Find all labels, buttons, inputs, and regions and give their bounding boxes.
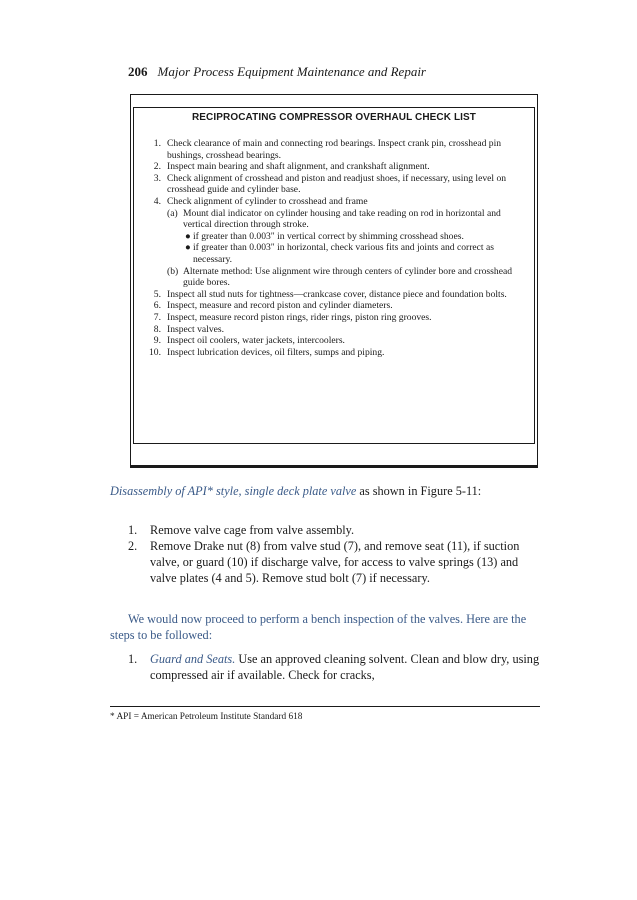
checklist-bullet: ● if greater than 0.003" in horizontal, check various fits and joints and correct as necessary. [185,242,494,265]
checklist-item: 8. Inspect valves. [153,323,225,335]
checklist-item: 7. Inspect, measure record piston rings, rider rings, piston ring grooves. [153,311,432,323]
checklist-subitem: (a) Mount dial indicator on cylinder housing and take reading on rod in horizontal and vertical direction through stroke. [167,207,501,231]
disassembly-steps [128,522,542,586]
checklist-item: 5. Inspect all stud nuts for tightness—crankcase cover, distance piece and foundation bolts. [153,288,507,300]
running-header [128,64,426,80]
checklist-subitem: (b) Alternate method: Use alignment wire through centers of cylinder bore and crosshead guide bores. [167,265,513,289]
footnote-divider [110,706,540,707]
inspection-subheading: Guard and Seats. [150,652,236,666]
checklist-item: 10. Inspect lubrication devices, oil filters, sumps and piping. [149,346,385,358]
checklist-items [147,138,525,358]
checklist-bullet: ● if greater than 0.003" in vertical correct by shimming crosshead shoes. [185,230,464,242]
checklist-item: 9. Inspect oil coolers, water jackets, intercoolers. [153,335,345,347]
page-number: 206 [128,64,148,79]
running-title: Major Process Equipment Maintenance and Repair [157,64,426,79]
list-item: 2. Remove Drake nut (8) from valve stud (7), and remove seat (11), if suction valve, or guard (10) if discharge valve, for access to valve springs (13) and valve plates (4 and 5). Remove stud bolt (7) if necessary. [128,539,520,585]
disassembly-paragraph: Disassembly of API* style, single deck plate valve as shown in Figure 5-11: [110,484,482,498]
checklist-box [130,94,538,468]
bench-inspection-paragraph: We would now proceed to perform a bench inspection of the valves. Here are the steps to be followed: [110,612,527,642]
checklist-item: 2. Inspect main bearing and shaft alignment, and crankshaft alignment. [153,161,430,173]
bullet-icon: ● [185,230,191,242]
checklist-item: 3. Check alignment of crosshead and piston and readjust shoes, if necessary, using level on crosshead guide and cylinder base. [153,172,507,196]
footnote: * API = American Petroleum Institute Standard 618 [110,712,303,722]
inspection-steps [128,651,542,683]
checklist-item: 4. Check alignment of cylinder to crosshead and frame [153,195,368,207]
checklist-item: 6. Inspect, measure and record piston and cylinder diameters. [153,300,393,312]
list-item: 1. Remove valve cage from valve assembly. [128,523,355,537]
disassembly-heading: Disassembly of API* style, single deck plate valve [110,484,357,498]
checklist-item: 1. Check clearance of main and connecting rod bearings. Inspect crank pin, crosshead pin bushings, crosshead bearings. [153,138,502,161]
checklist-title: RECIPROCATING COMPRESSOR OVERHAUL CHECK LIST [191,112,477,123]
bullet-icon: ● [185,242,191,254]
list-item: 1. Guard and Seats. Use an approved cleaning solvent. Clean and blow dry, using compressed air if available. Check for cracks, [128,652,540,682]
